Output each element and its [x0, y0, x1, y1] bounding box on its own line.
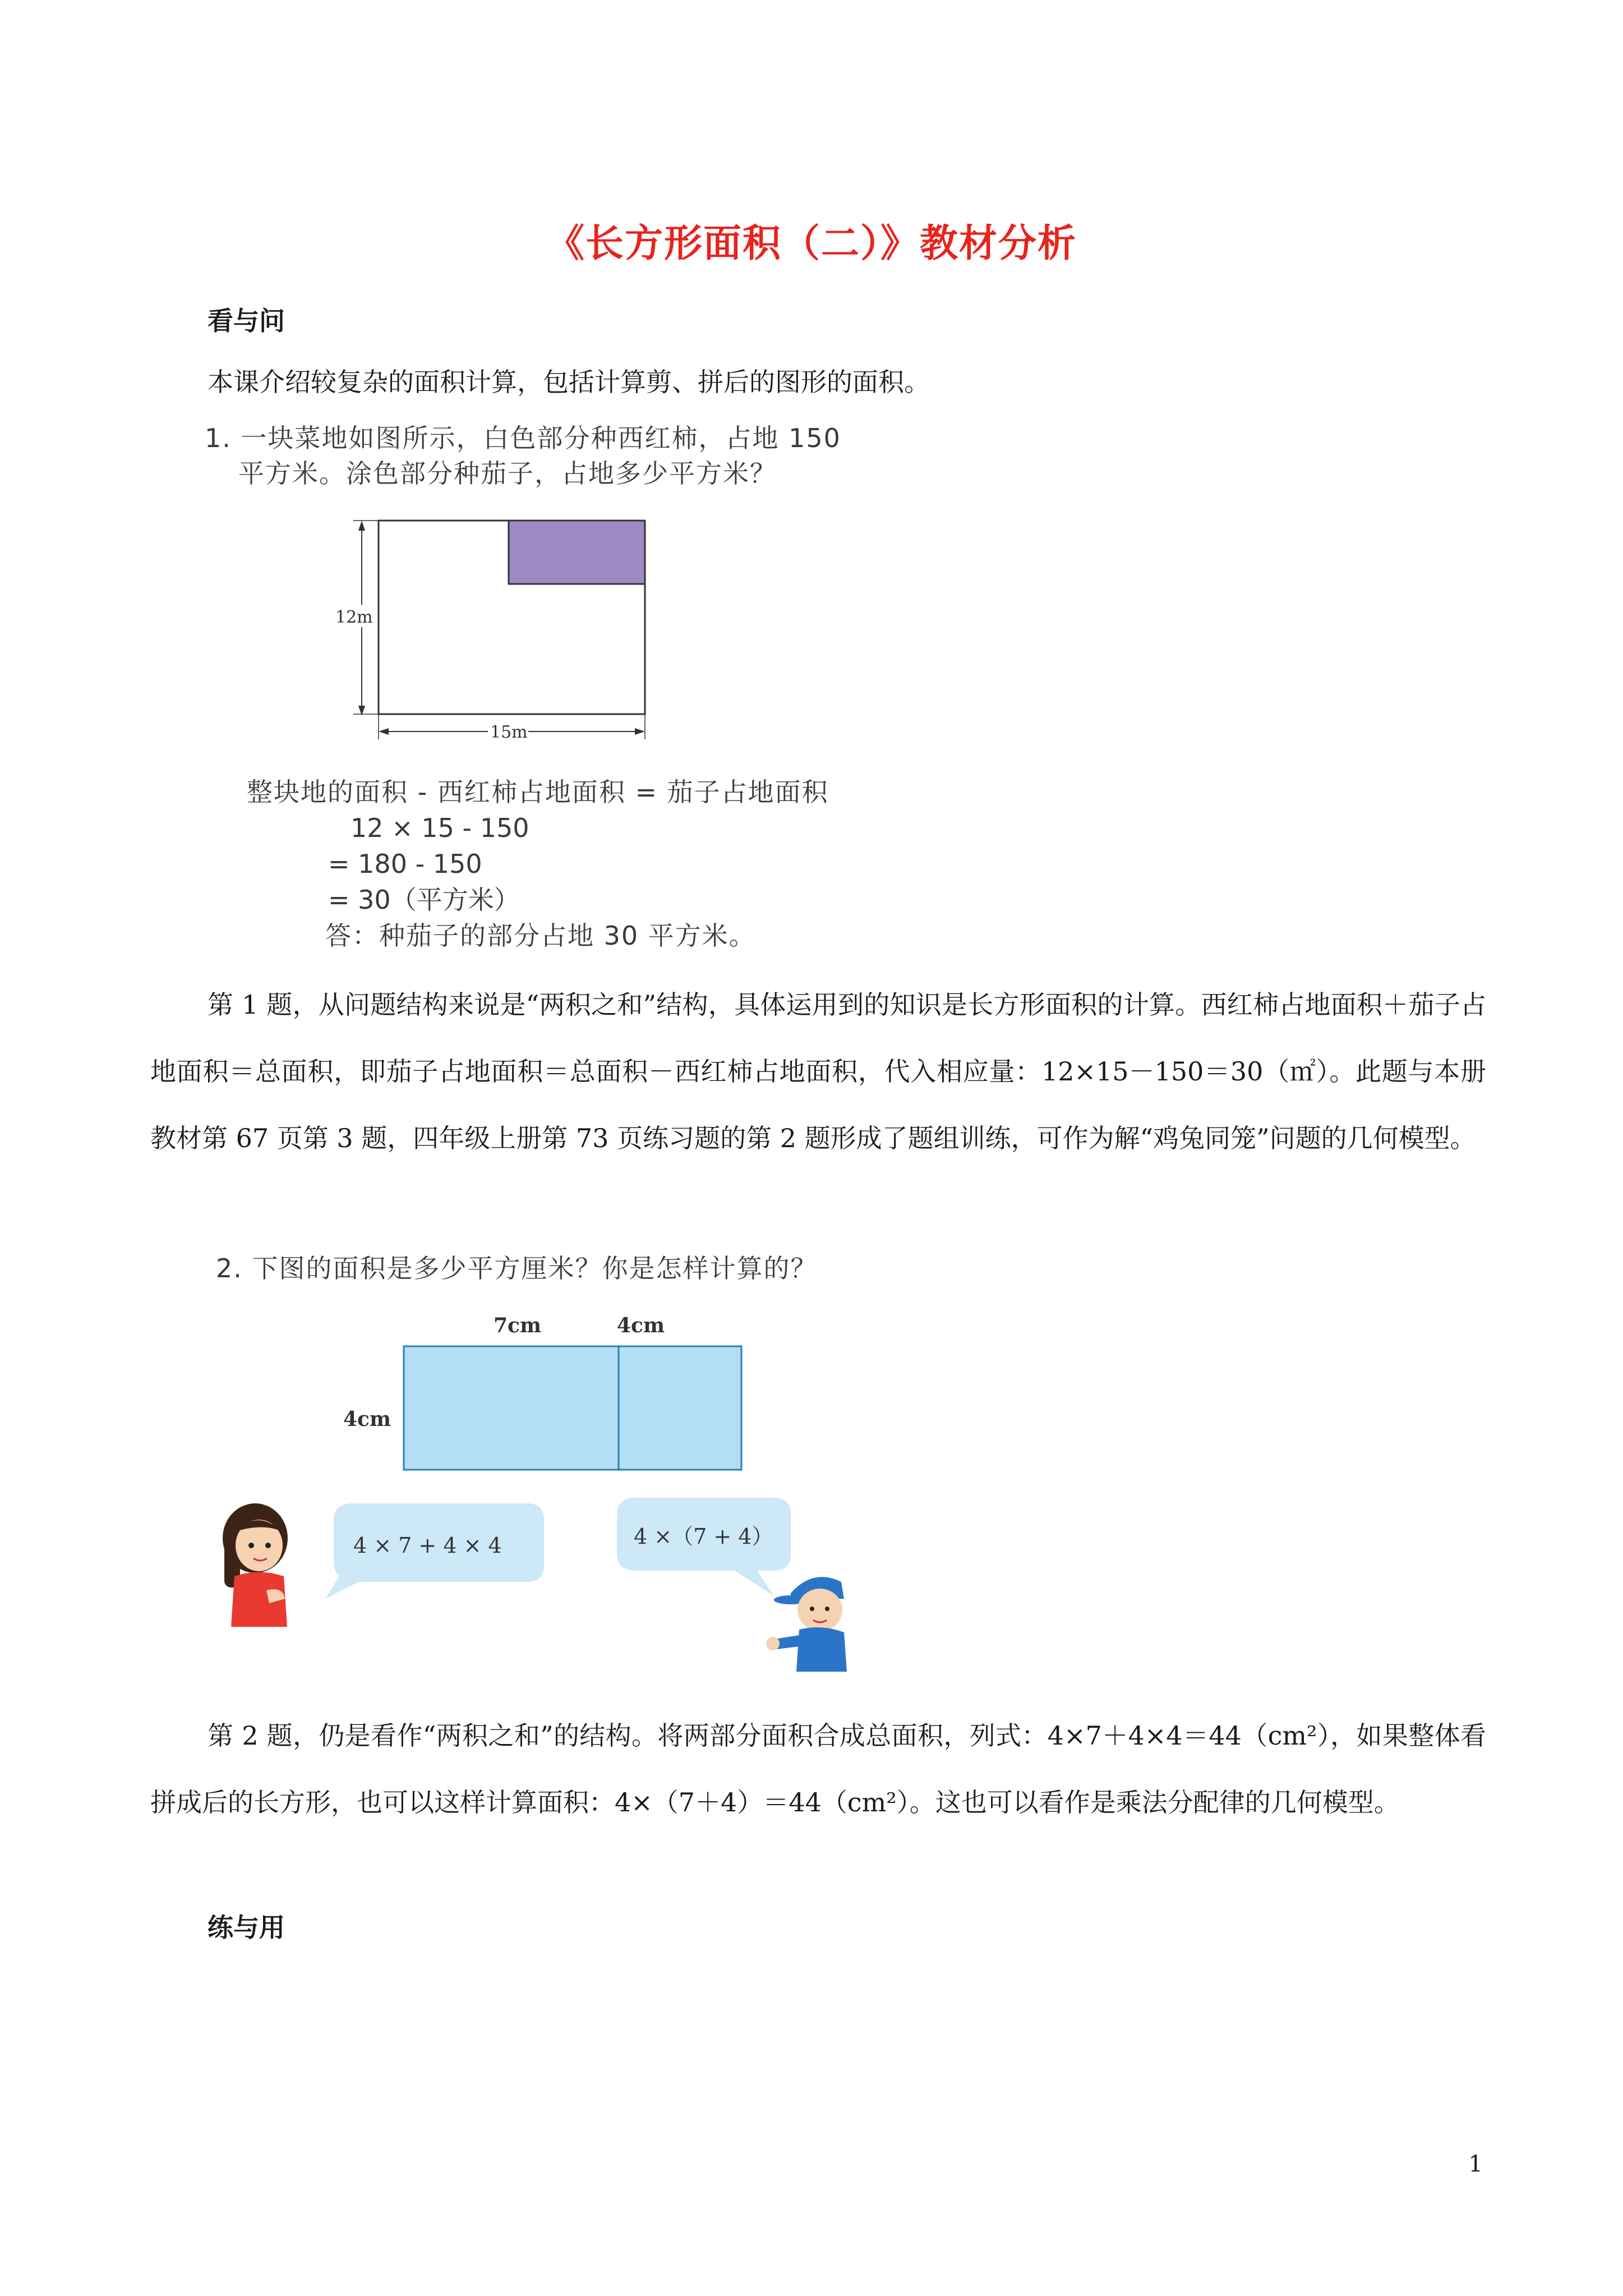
problem2-question: 2. 下图的面积是多少平方厘米？你是怎样计算的？	[216, 1253, 818, 1283]
section-heading-practice-and-use: 练与用	[208, 1912, 285, 1943]
top-left-length-label: 7cm	[494, 1314, 542, 1337]
girl-icon	[223, 1503, 288, 1627]
top-right-length-label: 4cm	[617, 1314, 665, 1337]
rectangle-area-figure	[325, 1301, 751, 1487]
boy-icon	[766, 1577, 847, 1672]
problem1-line2: 平方米。涂色部分种茄子，占地多少平方米？	[238, 458, 777, 489]
width-label: 15m	[490, 723, 528, 742]
solution-step-3: = 30（平方米）	[328, 885, 520, 915]
solution-equation-words: 整块地的面积 - 西红柿占地面积 = 茄子占地面积	[247, 777, 829, 807]
section-heading-look-and-ask: 看与问	[208, 306, 285, 336]
vegetable-plot-figure	[331, 505, 679, 752]
eggplant-shaded-area	[509, 521, 645, 584]
analysis-problem-1: 第 1 题，从问题结构来说是“两积之和”结构，具体运用到的知识是长方形面积的计算。西红柿占地面积＋茄子占地面积＝总面积，即茄子占地面积＝总面积－西红柿占地面积，代入相应量：12×15－150＝30（㎡）。此题与本册教材第 67 页第 3 题，四年级上册第 73 页练习题的第 2 题形成了题组训练，可作为解“鸡兔同笼”问题的几何模型。	[150, 990, 1486, 1153]
boy-bubble-text: 4 ×（7 + 4）	[634, 1524, 773, 1549]
solution-step-1: 12 × 15 - 150	[351, 813, 529, 843]
girl-with-bubble	[213, 1492, 550, 1632]
page-number: 1	[1468, 2151, 1483, 2177]
solution-step-2: = 180 - 150	[328, 849, 482, 879]
boy-with-bubble	[606, 1492, 875, 1677]
page-title: 《长方形面积（二）》教材分析	[546, 221, 1077, 266]
girl-bubble-text: 4 × 7 + 4 × 4	[353, 1533, 502, 1558]
side-length-label: 4cm	[343, 1407, 391, 1431]
height-label: 12m	[335, 608, 373, 627]
combined-rectangle	[404, 1346, 741, 1470]
problem1-line1: 1. 一块菜地如图所示，白色部分种西红柿，占地 150	[205, 423, 841, 453]
intro-paragraph: 本课介绍较复杂的面积计算，包括计算剪、拼后的图形的面积。	[208, 367, 930, 397]
solution-answer: 答：种茄子的部分占地 30 平方米。	[325, 921, 756, 951]
analysis-problem-2: 第 2 题，仍是看作“两积之和”的结构。将两部分面积合成总面积，列式：4×7＋4×4＝44（cm²），如果整体看拼成后的长方形，也可以这样计算面积：4×（7＋4）＝44（cm²）。这也可以看作是乘法分配律的几何模型。	[150, 1720, 1486, 1818]
